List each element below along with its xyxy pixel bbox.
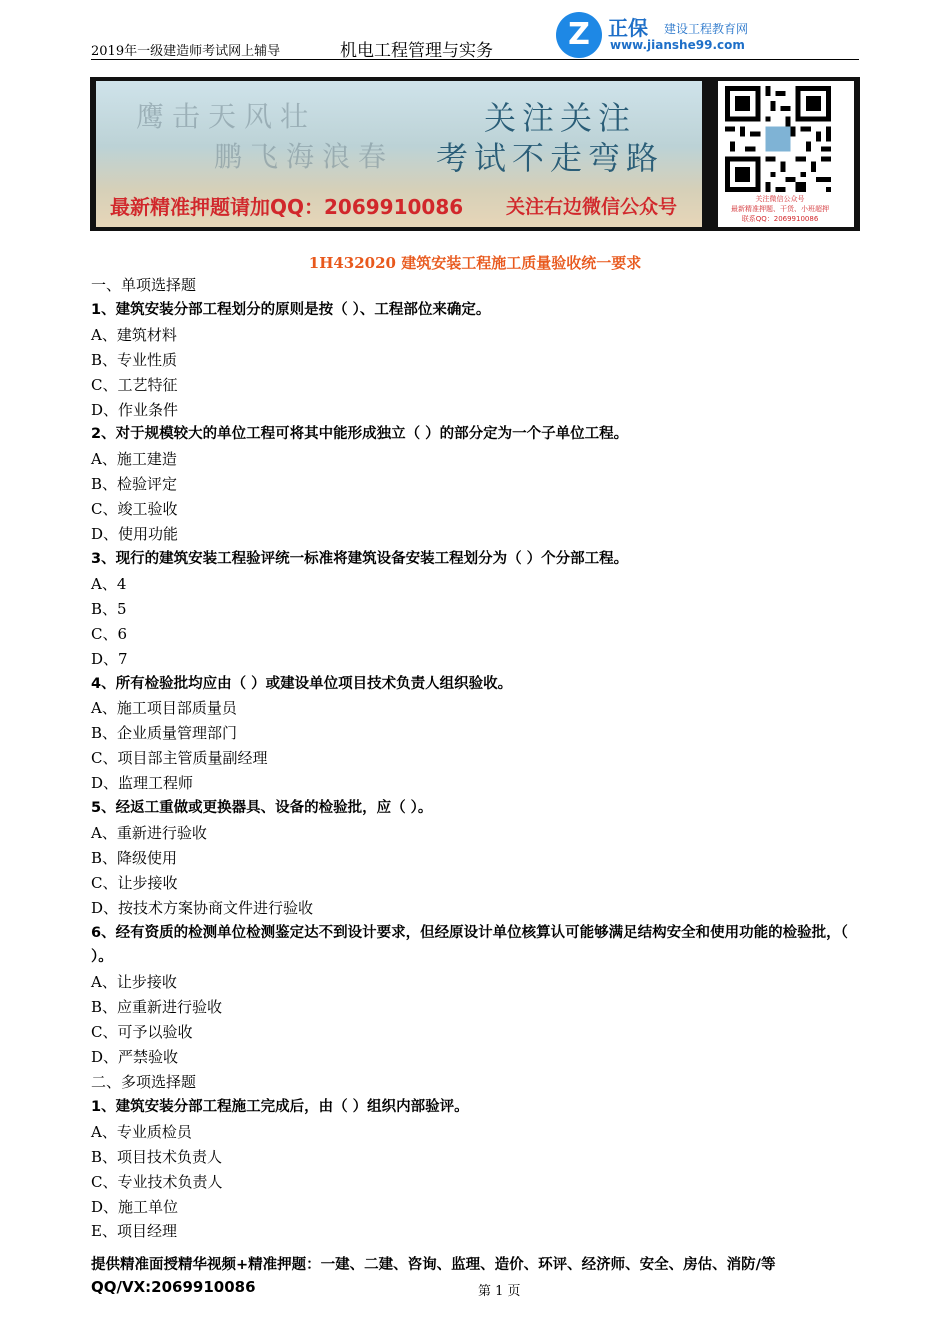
- banner-image: [96, 81, 702, 227]
- section-title: 1H432020 建筑安装工程施工质量验收统一要求: [308, 254, 642, 272]
- banner-poem-line-2: 鹏飞海浪春: [214, 140, 395, 173]
- qr-caption-2: 最新精准押题、干货、小班超押: [731, 205, 829, 213]
- answer-option: A、4: [91, 574, 127, 593]
- question-stem: 4、所有检验批均应由（ ）或建设单位项目技术负责人组织验收。: [91, 675, 513, 692]
- answer-option: D、监理工程师: [91, 774, 194, 793]
- answer-option: A、让步接收: [91, 973, 177, 992]
- answer-option: C、让步接收: [91, 873, 178, 892]
- answer-option: D、使用功能: [91, 525, 179, 544]
- question-stem: 1、建筑安装分部工程划分的原则是按（ ）、工程部位来确定。: [91, 301, 491, 318]
- answer-option: C、竣工验收: [91, 500, 178, 519]
- promo-banner[interactable]: [90, 77, 860, 231]
- question-stem: 6、经有资质的检测单位检测鉴定达不到设计要求，但经原设计单位核算认可能够满足结构安全和使用功能的检验批，（ ）。: [91, 924, 848, 966]
- site-logo[interactable]: [556, 10, 766, 58]
- answer-option: A、施工项目部质量员: [91, 699, 237, 718]
- answer-option: B、专业性质: [91, 350, 178, 369]
- answer-option: B、降级使用: [91, 848, 178, 867]
- answer-option: B、5: [91, 599, 127, 618]
- answer-option: E、项目经理: [91, 1222, 177, 1241]
- answer-option: D、严禁验收: [91, 1048, 179, 1067]
- question-stem: 3、现行的建筑安装工程验评统一标准将建筑设备安装工程划分为（ ）个分部工程。: [91, 550, 629, 567]
- footer-promo: 提供精准面授精华视频+精准押题：一建、二建、咨询、监理、造价、环评、经济师、安全、房估、消防/等: [91, 1257, 776, 1273]
- section-heading: 二、多项选择题: [91, 1073, 197, 1091]
- answer-option: A、重新进行验收: [91, 823, 207, 842]
- answer-option: A、专业质检员: [91, 1122, 192, 1141]
- answer-option: A、建筑材料: [91, 325, 177, 344]
- header-exam-title: 2019年一级建造师考试网上辅导: [91, 44, 281, 59]
- question-stem: 2、对于规模较大的单位工程可将其中能形成独立（ ）的部分定为一个子单位工程。: [91, 426, 629, 443]
- answer-option: D、按技术方案协商文件进行验收: [91, 898, 314, 917]
- page-number: 第 1 页: [478, 1284, 521, 1299]
- logo-url: www.jianshe99.com: [610, 38, 745, 52]
- answer-option: C、工艺特征: [91, 375, 178, 394]
- answer-option: A、施工建造: [91, 450, 177, 469]
- logo-mark-icon: Z: [556, 12, 602, 58]
- qr-caption-3: 联系QQ：2069910086: [741, 215, 819, 223]
- answer-option: C、项目部主管质量副经理: [91, 749, 268, 768]
- answer-option: B、企业质量管理部门: [91, 724, 238, 743]
- answer-option: D、7: [91, 649, 128, 668]
- question-stem: 5、经返工重做或更换器具、设备的检验批，应（ ）。: [91, 800, 433, 817]
- answer-option: C、专业技术负责人: [91, 1172, 223, 1191]
- banner-focus-text: 关注关注: [484, 99, 637, 137]
- qr-caption-1: 关注微信公众号: [755, 195, 805, 203]
- answer-option: D、作业条件: [91, 400, 179, 419]
- question-stem: 1、建筑安装分部工程施工完成后，由（ ）组织内部验评。: [91, 1098, 469, 1115]
- header-subject: 机电工程管理与实务: [340, 41, 493, 61]
- banner-slogan: 考试不走弯路: [436, 139, 665, 177]
- banner-follow-text: 关注右边微信公众号: [506, 196, 678, 218]
- answer-option: B、应重新进行验收: [91, 998, 223, 1017]
- banner-qq-text: 最新精准押题请加QQ：2069910086: [110, 195, 464, 219]
- answer-option: B、项目技术负责人: [91, 1147, 223, 1166]
- answer-option: D、施工单位: [91, 1197, 179, 1216]
- footer-contact: QQ/VX:2069910086: [91, 1278, 256, 1296]
- question-list: [91, 273, 861, 1244]
- logo-brand: 正保: [608, 16, 648, 40]
- answer-option: C、可予以验收: [91, 1023, 193, 1042]
- banner-poem-line-1: 鹰击天风壮: [136, 100, 317, 133]
- logo-name: 建设工程教育网: [664, 22, 749, 36]
- answer-option: C、6: [91, 624, 128, 643]
- qr-code-panel: [718, 81, 854, 227]
- answer-option: B、检验评定: [91, 475, 178, 494]
- header-divider: [91, 59, 859, 60]
- section-heading: 一、单项选择题: [91, 276, 197, 294]
- qr-code-icon: [725, 86, 831, 192]
